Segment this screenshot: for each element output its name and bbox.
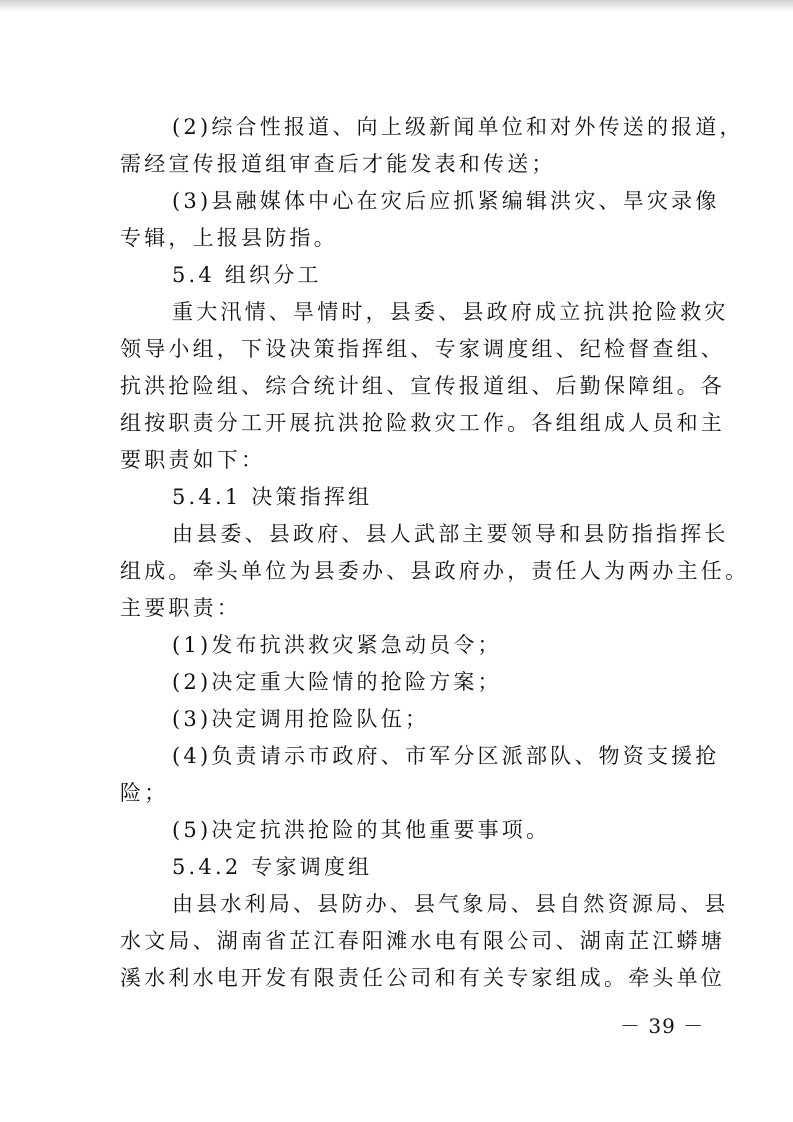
paragraph-line: 要职责如下： — [120, 448, 266, 472]
list-item: (1)发布抗洪救灾紧急动员令； — [172, 633, 502, 657]
paragraph-line: (3)县融媒体中心在灾后应抓紧编辑洪灾、旱灾录像 — [172, 189, 720, 213]
paragraph-line: (2)综合性报道、向上级新闻单位和对外传送的报道， — [172, 115, 744, 139]
paragraph-line: 由县委、县政府、县人武部主要领导和县防指指挥长 — [172, 522, 729, 546]
page-number: － 39 － — [620, 1014, 705, 1038]
paragraph-line: 组成。牵头单位为县委办、县政府办，责任人为两办主任。 — [120, 559, 750, 583]
section-heading: 5.4.1 决策指挥组 — [172, 485, 373, 509]
list-item: (2)决定重大险情的抢险方案； — [172, 670, 502, 694]
paragraph-line: 抗洪抢险组、综合统计组、宣传报道组、后勤保障组。各 — [120, 374, 725, 398]
paragraph-line: 组按职责分工开展抗洪抢险救灾工作。各组组成人员和主 — [120, 411, 725, 435]
list-item: (5)决定抗洪抢险的其他重要事项。 — [172, 818, 551, 842]
paragraph-line: 溪水利水电开发有限责任公司和有关专家组成。牵头单位 — [120, 966, 725, 990]
list-item: (4)负责请示市政府、市军分区派部队、物资支援抢 — [172, 744, 720, 768]
paragraph-line: 主要职责： — [120, 596, 241, 620]
paragraph-line: 由县水利局、县防办、县气象局、县自然资源局、县 — [172, 892, 729, 916]
paragraph-line: 专辑，上报县防指。 — [120, 226, 338, 250]
list-item-continuation: 险； — [120, 781, 169, 805]
list-item: (3)决定调用抢险队伍； — [172, 707, 430, 731]
paragraph-line: 需经宣传报道组审查后才能发表和传送； — [120, 152, 556, 176]
paragraph-line: 重大汛情、旱情时，县委、县政府成立抗洪抢险救灾 — [172, 300, 729, 324]
paragraph-line: 水文局、湖南省芷江春阳滩水电有限公司、湖南芷江蟒塘 — [120, 929, 725, 953]
paragraph-line: 领导小组，下设决策指挥组、专家调度组、纪检督查组、 — [120, 337, 725, 361]
section-heading: 5.4 组织分工 — [172, 263, 322, 287]
section-heading: 5.4.2 专家调度组 — [172, 855, 373, 879]
